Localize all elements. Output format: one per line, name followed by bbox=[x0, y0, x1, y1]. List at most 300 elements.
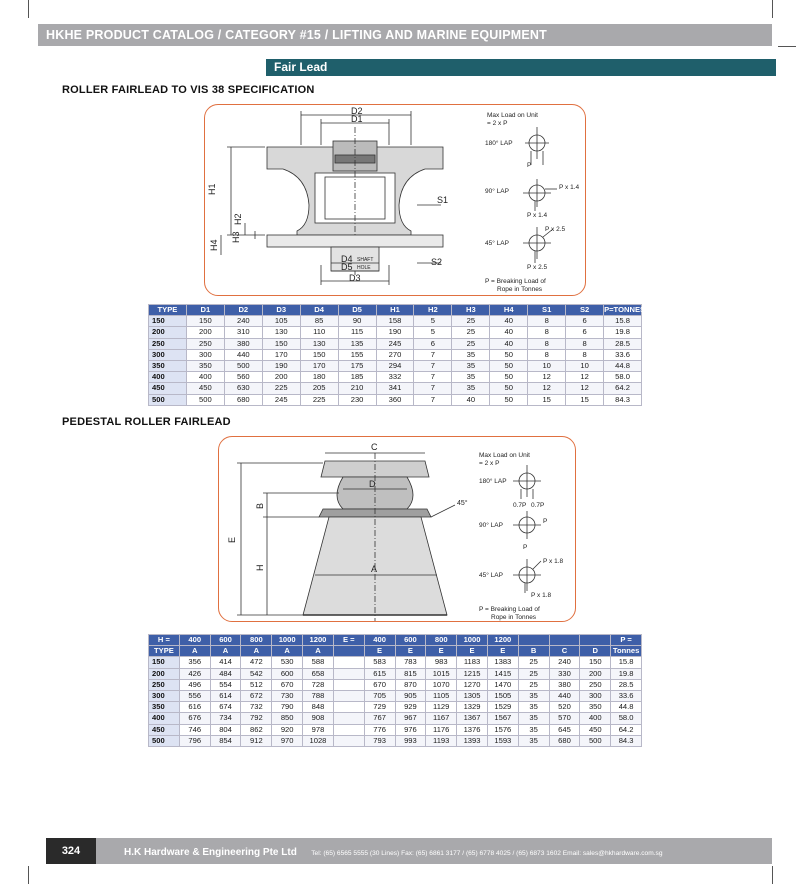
table-cell: 25 bbox=[518, 657, 549, 668]
table-cell: 35 bbox=[518, 713, 549, 724]
table-cell: 588 bbox=[303, 657, 334, 668]
pedestal-header-cell bbox=[549, 635, 580, 646]
table-cell: 793 bbox=[364, 735, 395, 746]
table-cell: 28.5 bbox=[611, 679, 642, 690]
table-cell: 25 bbox=[518, 668, 549, 679]
table-cell: 804 bbox=[210, 724, 241, 735]
table-cell: 8 bbox=[566, 338, 604, 349]
table-cell: 630 bbox=[224, 383, 262, 394]
table-cell: 6 bbox=[414, 338, 452, 349]
table-cell: 414 bbox=[210, 657, 241, 668]
table-cell: 976 bbox=[395, 724, 426, 735]
roller-header-cell: D3 bbox=[262, 305, 300, 316]
table-cell: 670 bbox=[364, 679, 395, 690]
table-cell: 12 bbox=[528, 383, 566, 394]
table-cell: 310 bbox=[224, 327, 262, 338]
table-cell bbox=[333, 679, 364, 690]
table-cell: 967 bbox=[395, 713, 426, 724]
table-cell: 130 bbox=[262, 327, 300, 338]
table-cell: 12 bbox=[566, 383, 604, 394]
max-load-label: Max Load on Unit bbox=[487, 112, 538, 119]
type-cell: 450 bbox=[149, 724, 180, 735]
table-cell: 40 bbox=[490, 316, 528, 327]
table-cell: 175 bbox=[338, 360, 376, 371]
hole-label: HOLE bbox=[357, 265, 371, 271]
note-line-1: P = Breaking Load of bbox=[479, 606, 540, 613]
table-cell: 672 bbox=[241, 690, 272, 701]
table-cell: 190 bbox=[262, 360, 300, 371]
table-cell: 225 bbox=[300, 394, 338, 405]
table-cell: 600 bbox=[272, 668, 303, 679]
table-cell: 50 bbox=[490, 394, 528, 405]
lap-90-label: 90° LAP bbox=[485, 188, 509, 195]
table-cell: 542 bbox=[241, 668, 272, 679]
table-cell: 40 bbox=[452, 394, 490, 405]
dim-h2-label: H2 bbox=[233, 213, 243, 225]
table-cell: 35 bbox=[452, 372, 490, 383]
roller-header-cell: P=TONNES bbox=[604, 305, 646, 315]
table-cell: 1193 bbox=[426, 735, 457, 746]
lap-90-label: 90° LAP bbox=[479, 522, 503, 529]
table-cell: 705 bbox=[364, 690, 395, 701]
table-cell: 850 bbox=[272, 713, 303, 724]
table-row bbox=[149, 679, 642, 690]
table-cell: 1305 bbox=[457, 690, 488, 701]
table-cell: 185 bbox=[338, 372, 376, 383]
lap-180-label: 180° LAP bbox=[479, 478, 507, 485]
table-cell: 1593 bbox=[487, 735, 518, 746]
table-cell: 33.6 bbox=[604, 349, 642, 360]
roller-spec-table bbox=[148, 304, 646, 406]
pedestal-header-cell: P = bbox=[611, 635, 642, 646]
pedestal-header-cell: A bbox=[303, 646, 334, 657]
pedestal-header-cell bbox=[518, 635, 549, 646]
table-cell: 500 bbox=[186, 394, 224, 405]
pedestal-header-cell: A bbox=[272, 646, 303, 657]
table-cell: 1367 bbox=[457, 713, 488, 724]
table-cell: 440 bbox=[224, 349, 262, 360]
load-p-label: P bbox=[527, 162, 532, 169]
table-cell: 200 bbox=[580, 668, 611, 679]
table-row bbox=[149, 735, 642, 746]
table-cell: 616 bbox=[179, 702, 210, 713]
crop-mark bbox=[28, 0, 29, 18]
table-cell: 848 bbox=[303, 702, 334, 713]
type-cell: 350 bbox=[149, 360, 187, 371]
shaft-label: SHAFT bbox=[357, 257, 374, 263]
table-cell: 1015 bbox=[426, 668, 457, 679]
table-cell: 1376 bbox=[457, 724, 488, 735]
crop-mark bbox=[28, 866, 29, 884]
table-row bbox=[149, 702, 642, 713]
note-line-2: Rope in Tonnes bbox=[491, 614, 537, 621]
table-cell: 200 bbox=[262, 372, 300, 383]
table-cell: 6 bbox=[566, 316, 604, 327]
table-cell: 44.8 bbox=[604, 360, 642, 371]
table-cell: 472 bbox=[241, 657, 272, 668]
table-cell bbox=[333, 702, 364, 713]
table-cell: 792 bbox=[241, 713, 272, 724]
pedestal-header-cell: E bbox=[487, 646, 518, 657]
table-cell: 115 bbox=[338, 327, 376, 338]
roller-header-cell: TYPE bbox=[149, 305, 187, 316]
crop-mark bbox=[772, 0, 773, 18]
table-row bbox=[149, 713, 642, 724]
footer-bar bbox=[96, 838, 772, 864]
dim-d1-label: D1 bbox=[351, 114, 363, 124]
type-cell: 300 bbox=[149, 349, 187, 360]
table-cell: 50 bbox=[490, 383, 528, 394]
table-cell: 19.8 bbox=[611, 668, 642, 679]
table-cell: 35 bbox=[518, 724, 549, 735]
pedestal-header-cell: C bbox=[549, 646, 580, 657]
table-cell: 908 bbox=[303, 713, 334, 724]
table-cell: 615 bbox=[364, 668, 395, 679]
catalog-banner: HKHE PRODUCT CATALOG / CATEGORY #15 / LIFTING AND MARINE EQUIPMENT bbox=[38, 24, 772, 46]
roller-header-cell: H2 bbox=[414, 305, 452, 316]
table-cell: 400 bbox=[186, 372, 224, 383]
load-p18-label: P x 1.8 bbox=[543, 558, 564, 565]
dim-d-label: D bbox=[369, 479, 376, 489]
dim-a-label: A bbox=[371, 564, 378, 574]
table-cell: 1176 bbox=[426, 724, 457, 735]
dim-h1-label: H1 bbox=[207, 183, 217, 195]
table-cell: 862 bbox=[241, 724, 272, 735]
table-cell: 484 bbox=[210, 668, 241, 679]
table-cell: 360 bbox=[376, 394, 414, 405]
table-cell: 450 bbox=[580, 724, 611, 735]
table-cell: 300 bbox=[186, 349, 224, 360]
type-cell: 250 bbox=[149, 338, 187, 349]
table-cell: 7 bbox=[414, 360, 452, 371]
table-cell: 500 bbox=[580, 735, 611, 746]
pedestal-header-cell: TYPE bbox=[149, 646, 180, 657]
load-p14-label: P x 1.4 bbox=[559, 184, 580, 191]
table-row bbox=[149, 372, 642, 383]
table-cell: 734 bbox=[210, 713, 241, 724]
dim-b-label: B bbox=[255, 502, 265, 509]
table-cell: 796 bbox=[179, 735, 210, 746]
table-cell: 788 bbox=[303, 690, 334, 701]
table-cell: 6 bbox=[566, 327, 604, 338]
table-cell: 15.8 bbox=[611, 657, 642, 668]
table-cell: 25 bbox=[452, 327, 490, 338]
table-cell: 790 bbox=[272, 702, 303, 713]
table-cell: 40 bbox=[490, 338, 528, 349]
pedestal-header-cell: 600 bbox=[210, 635, 241, 646]
dim-d3-label: D3 bbox=[349, 273, 361, 283]
table-cell: 155 bbox=[338, 349, 376, 360]
roller-header-cell: S1 bbox=[528, 305, 566, 316]
table-cell: 12 bbox=[566, 372, 604, 383]
pedestal-header-cell: 600 bbox=[395, 635, 426, 646]
pedestal-header-cell: 1200 bbox=[303, 635, 334, 646]
table-cell: 583 bbox=[364, 657, 395, 668]
pedestal-header-cell: 1000 bbox=[272, 635, 303, 646]
crop-mark bbox=[772, 866, 773, 884]
table-cell: 50 bbox=[490, 360, 528, 371]
pedestal-header-cell: E bbox=[426, 646, 457, 657]
table-row bbox=[149, 360, 642, 371]
pedestal-header-cell bbox=[333, 646, 364, 657]
roller-header-row bbox=[149, 305, 642, 316]
table-cell: 929 bbox=[395, 702, 426, 713]
dim-d2-label: D2 bbox=[351, 106, 363, 116]
table-cell: 84.3 bbox=[604, 394, 642, 405]
table-cell: 135 bbox=[338, 338, 376, 349]
table-cell: 680 bbox=[549, 735, 580, 746]
table-cell: 250 bbox=[186, 338, 224, 349]
note-line-2: Rope in Tonnes bbox=[497, 286, 543, 293]
table-cell: 170 bbox=[300, 360, 338, 371]
table-cell: 105 bbox=[262, 316, 300, 327]
type-cell: 450 bbox=[149, 383, 187, 394]
type-cell: 150 bbox=[149, 316, 187, 327]
table-cell: 380 bbox=[224, 338, 262, 349]
table-cell: 15.8 bbox=[604, 316, 642, 327]
table-cell: 90 bbox=[338, 316, 376, 327]
table-cell: 180 bbox=[300, 372, 338, 383]
max-load-value: = 2 x P bbox=[479, 460, 500, 467]
table-cell: 670 bbox=[272, 679, 303, 690]
load-p-label: P bbox=[543, 518, 548, 525]
table-cell: 350 bbox=[186, 360, 224, 371]
table-cell: 614 bbox=[210, 690, 241, 701]
table-cell: 674 bbox=[210, 702, 241, 713]
table-cell: 556 bbox=[179, 690, 210, 701]
type-cell: 350 bbox=[149, 702, 180, 713]
footer-company: H.K Hardware & Engineering Pte Ltd bbox=[124, 847, 297, 858]
table-cell: 25 bbox=[452, 316, 490, 327]
table-cell: 1393 bbox=[457, 735, 488, 746]
type-cell: 300 bbox=[149, 690, 180, 701]
crop-mark bbox=[778, 46, 796, 47]
table-row bbox=[149, 657, 642, 668]
table-cell: 776 bbox=[364, 724, 395, 735]
table-cell: 400 bbox=[580, 713, 611, 724]
table-cell: 35 bbox=[518, 690, 549, 701]
table-row bbox=[149, 327, 642, 338]
table-cell: 245 bbox=[376, 338, 414, 349]
table-cell: 983 bbox=[426, 657, 457, 668]
roller-header-cell: D4 bbox=[300, 305, 338, 316]
table-cell: 746 bbox=[179, 724, 210, 735]
dim-h4-label: H4 bbox=[209, 239, 219, 251]
table-cell: 645 bbox=[549, 724, 580, 735]
pedestal-header-cell: A bbox=[241, 646, 272, 657]
pedestal-header-cell: D bbox=[580, 646, 611, 657]
table-cell: 250 bbox=[580, 679, 611, 690]
table-cell bbox=[333, 690, 364, 701]
table-cell: 1270 bbox=[457, 679, 488, 690]
table-cell: 570 bbox=[549, 713, 580, 724]
max-load-label: Max Load on Unit bbox=[479, 452, 530, 459]
table-cell: 350 bbox=[580, 702, 611, 713]
table-cell: 35 bbox=[518, 735, 549, 746]
dim-d4-label: D4 bbox=[341, 254, 353, 264]
roller-header-cell: H3 bbox=[452, 305, 490, 316]
table-cell: 730 bbox=[272, 690, 303, 701]
table-cell: 1529 bbox=[487, 702, 518, 713]
table-cell: 815 bbox=[395, 668, 426, 679]
pedestal-header-cell: A bbox=[210, 646, 241, 657]
pedestal-header-cell: 800 bbox=[241, 635, 272, 646]
table-cell: 5 bbox=[414, 327, 452, 338]
dim-d5-label: D5 bbox=[341, 262, 353, 272]
table-cell: 1105 bbox=[426, 690, 457, 701]
table-cell: 150 bbox=[580, 657, 611, 668]
table-cell: 50 bbox=[490, 349, 528, 360]
table-cell: 905 bbox=[395, 690, 426, 701]
table-cell: 8 bbox=[528, 349, 566, 360]
table-row bbox=[149, 349, 642, 360]
table-cell: 240 bbox=[224, 316, 262, 327]
table-cell: 50 bbox=[490, 372, 528, 383]
pedestal-header-cell: Tonnes bbox=[611, 646, 642, 657]
table-cell: 1215 bbox=[457, 668, 488, 679]
table-cell: 28.5 bbox=[604, 338, 642, 349]
section-title: Fair Lead bbox=[266, 59, 776, 76]
table-cell: 993 bbox=[395, 735, 426, 746]
pedestal-header-cell: E = bbox=[333, 635, 364, 646]
table-cell: 8 bbox=[528, 316, 566, 327]
page-number: 324 bbox=[46, 838, 96, 864]
table-cell: 341 bbox=[376, 383, 414, 394]
table-cell: 15 bbox=[528, 394, 566, 405]
table-cell: 300 bbox=[580, 690, 611, 701]
table-cell: 1183 bbox=[457, 657, 488, 668]
dim-s1-label: S1 bbox=[437, 195, 449, 205]
table-cell: 150 bbox=[300, 349, 338, 360]
table-cell: 512 bbox=[241, 679, 272, 690]
table-cell: 1129 bbox=[426, 702, 457, 713]
table-cell: 870 bbox=[395, 679, 426, 690]
pedestal-header-cell: H = bbox=[149, 635, 180, 646]
load-p25-label: P x 2.5 bbox=[545, 226, 566, 233]
table-cell: 7 bbox=[414, 372, 452, 383]
table-cell: 35 bbox=[452, 360, 490, 371]
table-cell: 680 bbox=[224, 394, 262, 405]
angle-label: 45° bbox=[457, 500, 468, 507]
pedestal-header-cell: E bbox=[395, 646, 426, 657]
table-cell: 1383 bbox=[487, 657, 518, 668]
table-cell: 440 bbox=[549, 690, 580, 701]
pedestal-header-cell: 800 bbox=[426, 635, 457, 646]
table-cell: 85 bbox=[300, 316, 338, 327]
table-cell: 380 bbox=[549, 679, 580, 690]
pedestal-header-row bbox=[149, 635, 642, 646]
pedestal-fairlead-title: PEDESTAL ROLLER FAIRLEAD bbox=[62, 416, 231, 428]
type-cell: 200 bbox=[149, 668, 180, 679]
load-07p-label: 0.7P bbox=[513, 502, 527, 509]
type-cell: 150 bbox=[149, 657, 180, 668]
pedestal-header-cell: B bbox=[518, 646, 549, 657]
table-cell bbox=[333, 713, 364, 724]
table-cell: 58.0 bbox=[604, 372, 642, 383]
load-p14-label: P x 1.4 bbox=[527, 212, 548, 219]
pedestal-header-cell: E bbox=[457, 646, 488, 657]
pedestal-header-cell: 1200 bbox=[487, 635, 518, 646]
table-cell: 35 bbox=[452, 383, 490, 394]
table-cell: 676 bbox=[179, 713, 210, 724]
dim-h3-label: H3 bbox=[231, 231, 241, 243]
dim-h-label: H bbox=[255, 564, 265, 571]
table-cell: 332 bbox=[376, 372, 414, 383]
table-cell: 920 bbox=[272, 724, 303, 735]
lap-45-label: 45° LAP bbox=[485, 240, 509, 247]
lap-45-label: 45° LAP bbox=[479, 572, 503, 579]
table-cell: 10 bbox=[528, 360, 566, 371]
table-row bbox=[149, 383, 642, 394]
table-cell: 1070 bbox=[426, 679, 457, 690]
table-cell: 1329 bbox=[457, 702, 488, 713]
table-cell: 1415 bbox=[487, 668, 518, 679]
table-cell: 12 bbox=[528, 372, 566, 383]
roller-header-cell: S2 bbox=[566, 305, 604, 316]
table-cell: 25 bbox=[518, 679, 549, 690]
table-cell: 500 bbox=[224, 360, 262, 371]
dim-c-label: C bbox=[371, 442, 378, 452]
table-cell: 1470 bbox=[487, 679, 518, 690]
table-cell: 245 bbox=[262, 394, 300, 405]
table-cell bbox=[333, 668, 364, 679]
table-row bbox=[149, 338, 642, 349]
table-cell: 33.6 bbox=[611, 690, 642, 701]
table-cell: 40 bbox=[490, 327, 528, 338]
table-row bbox=[149, 690, 642, 701]
table-row bbox=[149, 724, 642, 735]
table-cell: 294 bbox=[376, 360, 414, 371]
table-cell bbox=[333, 657, 364, 668]
table-cell: 330 bbox=[549, 668, 580, 679]
table-cell: 35 bbox=[518, 702, 549, 713]
table-cell: 10 bbox=[566, 360, 604, 371]
type-cell: 400 bbox=[149, 372, 187, 383]
max-load-value: = 2 x P bbox=[487, 120, 508, 127]
table-cell: 8 bbox=[528, 338, 566, 349]
table-cell: 658 bbox=[303, 668, 334, 679]
pedestal-header-cell: E bbox=[364, 646, 395, 657]
roller-header-cell: H4 bbox=[490, 305, 528, 316]
table-cell: 1567 bbox=[487, 713, 518, 724]
table-cell: 210 bbox=[338, 383, 376, 394]
table-cell: 8 bbox=[566, 349, 604, 360]
lap-180-label: 180° LAP bbox=[485, 140, 513, 147]
table-cell: 240 bbox=[549, 657, 580, 668]
roller-header-cell: H1 bbox=[376, 305, 414, 316]
table-cell: 520 bbox=[549, 702, 580, 713]
table-cell: 728 bbox=[303, 679, 334, 690]
table-cell: 7 bbox=[414, 349, 452, 360]
table-cell bbox=[333, 735, 364, 746]
roller-header-cell: D2 bbox=[224, 305, 262, 316]
pedestal-spec-table bbox=[148, 634, 642, 747]
table-cell: 110 bbox=[300, 327, 338, 338]
table-cell: 560 bbox=[224, 372, 262, 383]
roller-fairlead-title: ROLLER FAIRLEAD TO VIS 38 SPECIFICATION bbox=[62, 84, 315, 96]
table-cell: 783 bbox=[395, 657, 426, 668]
table-cell: 7 bbox=[414, 394, 452, 405]
table-cell: 225 bbox=[262, 383, 300, 394]
table-cell: 970 bbox=[272, 735, 303, 746]
pedestal-header-cell: 400 bbox=[364, 635, 395, 646]
table-cell: 15 bbox=[566, 394, 604, 405]
footer-contact: Tel: (65) 6565 5555 (30 Lines) Fax: (65) 6861 3177 / (65) 6778 4025 / (65) 6873 1602 Email: sales@hkhardware.com.sg bbox=[311, 850, 663, 857]
table-cell: 530 bbox=[272, 657, 303, 668]
table-cell: 1028 bbox=[303, 735, 334, 746]
note-line-1: P = Breaking Load of bbox=[485, 278, 546, 285]
table-cell: 5 bbox=[414, 316, 452, 327]
